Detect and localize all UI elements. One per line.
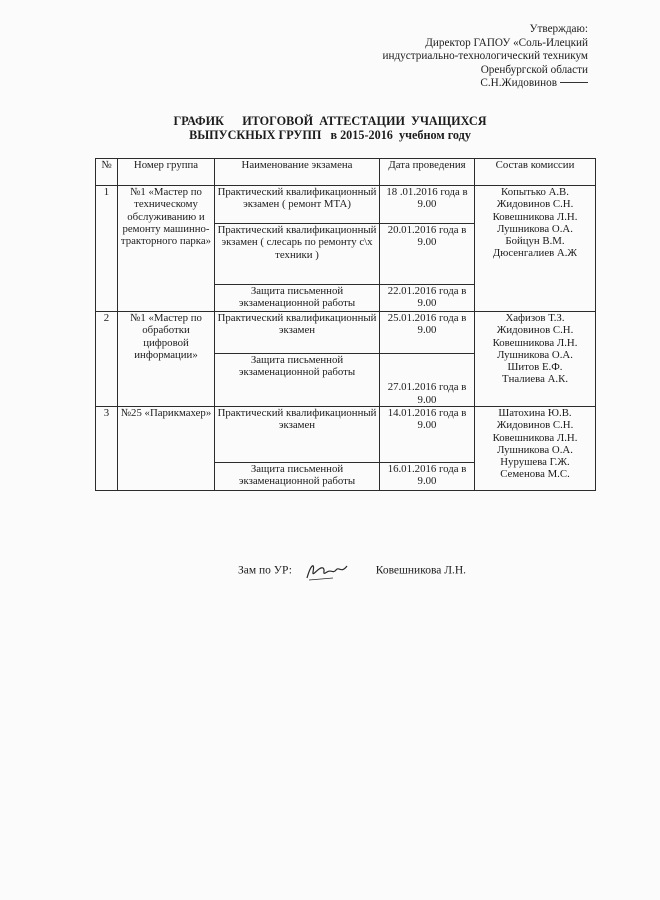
- commission-member: Лушникова О.А.: [497, 222, 573, 235]
- approval-line: Утверждаю:: [529, 23, 588, 35]
- column-header: Состав комиссии: [475, 159, 596, 186]
- commission-member: Нурушева Г.Ж.: [500, 456, 570, 469]
- group-name: №25 «Парикмахер»: [118, 407, 215, 491]
- approval-signature-line: [383, 77, 589, 91]
- commission-member: Жидовинов С.Н.: [496, 198, 574, 211]
- exam-date: 27.01.2016 года в 9.00: [380, 354, 475, 407]
- exam-date: 20.01.2016 года в 9.00: [380, 224, 475, 285]
- commission-member: Лушникова О.А.: [497, 443, 573, 456]
- signature-name: Ковешникова Л.Н.: [375, 564, 467, 577]
- commission-member: Шатохина Ю.В.: [498, 407, 572, 419]
- column-header: №: [96, 159, 118, 186]
- commission-cell: [475, 312, 596, 407]
- commission-member: Хафизов Т.З.: [505, 312, 565, 324]
- group-name: №1 «Мастер по обработки цифровой информации»: [118, 312, 215, 407]
- exam-date: 14.01.2016 года в 9.00: [380, 407, 475, 463]
- schedule-table: [95, 158, 596, 491]
- column-header: Номер группа: [118, 159, 215, 186]
- approval-line: индустриально-технологический техникум: [382, 50, 588, 63]
- signature-row: [238, 560, 466, 582]
- exam-name: Защита письменной экзаменационной работы: [215, 463, 380, 491]
- row-number: 1: [96, 186, 118, 312]
- commission-member: Ковешникова Л.Н.: [492, 336, 578, 349]
- column-header: Наименование экзамена: [215, 159, 380, 186]
- exam-name: Практический квалификационный экзамен: [215, 312, 380, 354]
- table-row: [96, 186, 596, 224]
- signature-label: Зам по УР:: [238, 564, 292, 577]
- row-number: 3: [96, 407, 118, 491]
- document-title: [0, 115, 660, 143]
- signature-underline: [560, 82, 588, 83]
- commission-member: Жидовинов С.Н.: [496, 419, 574, 432]
- commission-member: Копытько А.В.: [501, 186, 569, 198]
- exam-date: 25.01.2016 года в 9.00: [380, 312, 475, 354]
- exam-date: 18 .01.2016 года в 9.00: [380, 186, 475, 224]
- exam-date: 22.01.2016 года в 9.00: [380, 285, 475, 312]
- exam-name: Практический квалификационный экзамен: [215, 407, 380, 463]
- title-line: ВЫПУСКНЫХ ГРУПП в 2015-2016 учебном году: [189, 127, 471, 142]
- commission-member: Шитов Е.Ф.: [507, 361, 563, 374]
- exam-name: Практический квалификационный экзамен ( ремонт МТА): [215, 186, 380, 224]
- commission-member: Ковешникова Л.Н.: [492, 431, 578, 444]
- exam-name: Защита письменной экзаменационной работы: [215, 285, 380, 312]
- commission-member: Жидовинов С.Н.: [496, 324, 574, 337]
- commission-cell: [475, 186, 596, 312]
- approval-line: Директор ГАПОУ «Соль-Илецкий: [425, 36, 588, 49]
- table-row: [96, 407, 596, 463]
- handwritten-signature: [303, 560, 353, 582]
- commission-member: Тналиева А.К.: [501, 373, 569, 386]
- table-row: [96, 312, 596, 354]
- commission-member: Лушникова О.А.: [497, 348, 573, 361]
- commission-cell: [475, 407, 596, 491]
- approval-block: [383, 23, 589, 91]
- commission-member: Дюсенгалиев А.Ж: [492, 247, 578, 260]
- commission-member: Бойцун В.М.: [505, 235, 565, 248]
- exam-name: Защита письменной экзаменационной работы: [215, 354, 380, 407]
- row-number: 2: [96, 312, 118, 407]
- approval-line: С.Н.Жидовинов: [480, 77, 557, 90]
- approval-line: Оренбургской области: [480, 63, 588, 76]
- title-line: ГРАФИК ИТОГОВОЙ АТТЕСТАЦИИ УЧАЩИХСЯ: [173, 114, 487, 128]
- exam-date: 16.01.2016 года в 9.00: [380, 463, 475, 491]
- commission-member: Семенова М.С.: [500, 468, 570, 481]
- exam-name: Практический квалификационный экзамен ( слесарь по ремонту с\х техники ): [215, 224, 380, 285]
- column-header: Дата проведения: [380, 159, 475, 186]
- commission-member: Ковешникова Л.Н.: [492, 210, 578, 223]
- table-header-row: [96, 159, 596, 186]
- group-name: №1 «Мастер по техническому обслуживанию и ремонту машинно-тракторного парка»: [118, 186, 215, 312]
